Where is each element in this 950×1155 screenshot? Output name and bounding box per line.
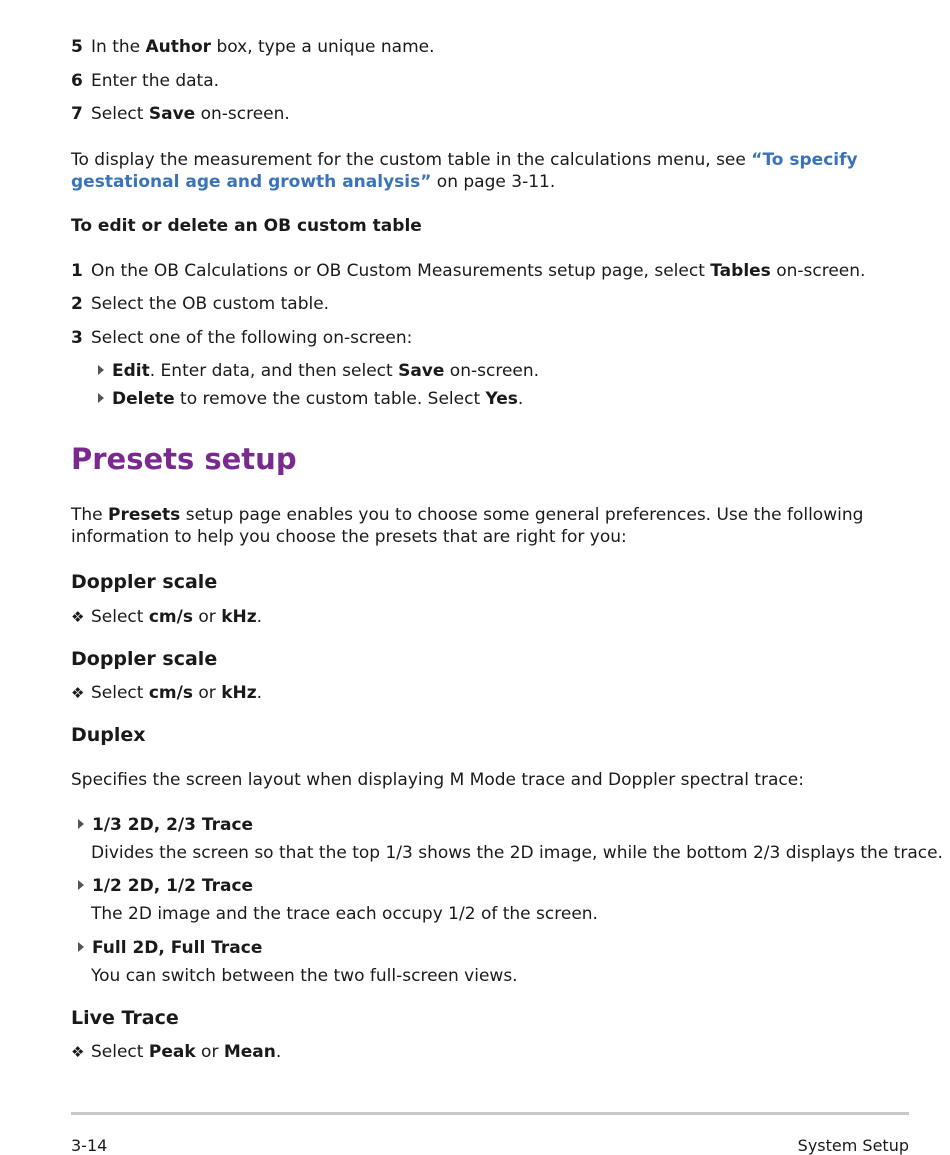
step-7: 7 Select Save on-screen. [71,104,290,124]
duplex-intro: Specifies the screen layout when displaying M Mode trace and Doppler spectral trace: [71,770,804,790]
option-delete: Delete to remove the custom table. Select Yes. [98,389,523,409]
triangle-bullet-icon [78,819,84,829]
edit-step-3: 3 Select one of the following on-screen: [71,328,413,348]
step-5: 5 In the Author box, type a unique name. [71,37,435,57]
diamond-bullet-icon: ❖ [71,1043,85,1061]
doppler-scale-option: ❖ Select cm/s or kHz. [71,607,263,627]
step-6: 6 Enter the data. [71,71,220,91]
duplex-option-title: Full 2D, Full Trace [78,938,262,958]
triangle-bullet-icon [98,365,104,375]
edit-step-1: 1 On the OB Calculations or OB Custom Measurements setup page, select Tables on-screen. [71,261,866,281]
live-trace-option: ❖ Select Peak or Mean. [71,1042,282,1062]
gestational-age-link[interactable]: “To specify gestational age and growth analysis” [71,150,858,192]
duplex-option-title: 1/2 2D, 1/2 Trace [78,876,253,896]
chapter-title: System Setup [797,1136,909,1155]
option-edit: Edit. Enter data, and then select Save on-screen. [98,361,539,381]
diamond-bullet-icon: ❖ [71,684,85,702]
triangle-bullet-icon [78,942,84,952]
duplex-option-description: The 2D image and the trace each occupy 1/2 of the screen. [91,904,598,924]
triangle-bullet-icon [98,393,104,403]
duplex-option-description: Divides the screen so that the top 1/3 shows the 2D image, while the bottom 2/3 displays the trace. [91,843,943,863]
duplex-option-description: You can switch between the two full-screen views. [91,966,518,986]
page-number: 3-14 [71,1136,108,1155]
live-trace-heading: Live Trace [71,1007,179,1029]
calculations-menu-paragraph: To display the measurement for the custom table in the calculations menu, see “To specify gestational age and growth analysis” on page 3-11. [71,150,858,192]
diamond-bullet-icon: ❖ [71,608,85,626]
triangle-bullet-icon [78,880,84,890]
section-title: Presets setup [71,442,297,476]
footer-divider [71,1112,909,1115]
edit-delete-heading: To edit or delete an OB custom table [71,216,422,236]
doppler-scale-heading-2: Doppler scale [71,648,218,670]
doppler-scale-heading: Doppler scale [71,571,218,593]
doppler-scale-option-2: ❖ Select cm/s or kHz. [71,683,263,703]
edit-step-2: 2 Select the OB custom table. [71,294,330,314]
duplex-option-title: 1/3 2D, 2/3 Trace [78,815,253,835]
duplex-heading: Duplex [71,724,146,746]
presets-intro-paragraph: The Presets setup page enables you to choose some general preferences. Use the following information to help you choose the presets that are right for you: [71,505,864,547]
